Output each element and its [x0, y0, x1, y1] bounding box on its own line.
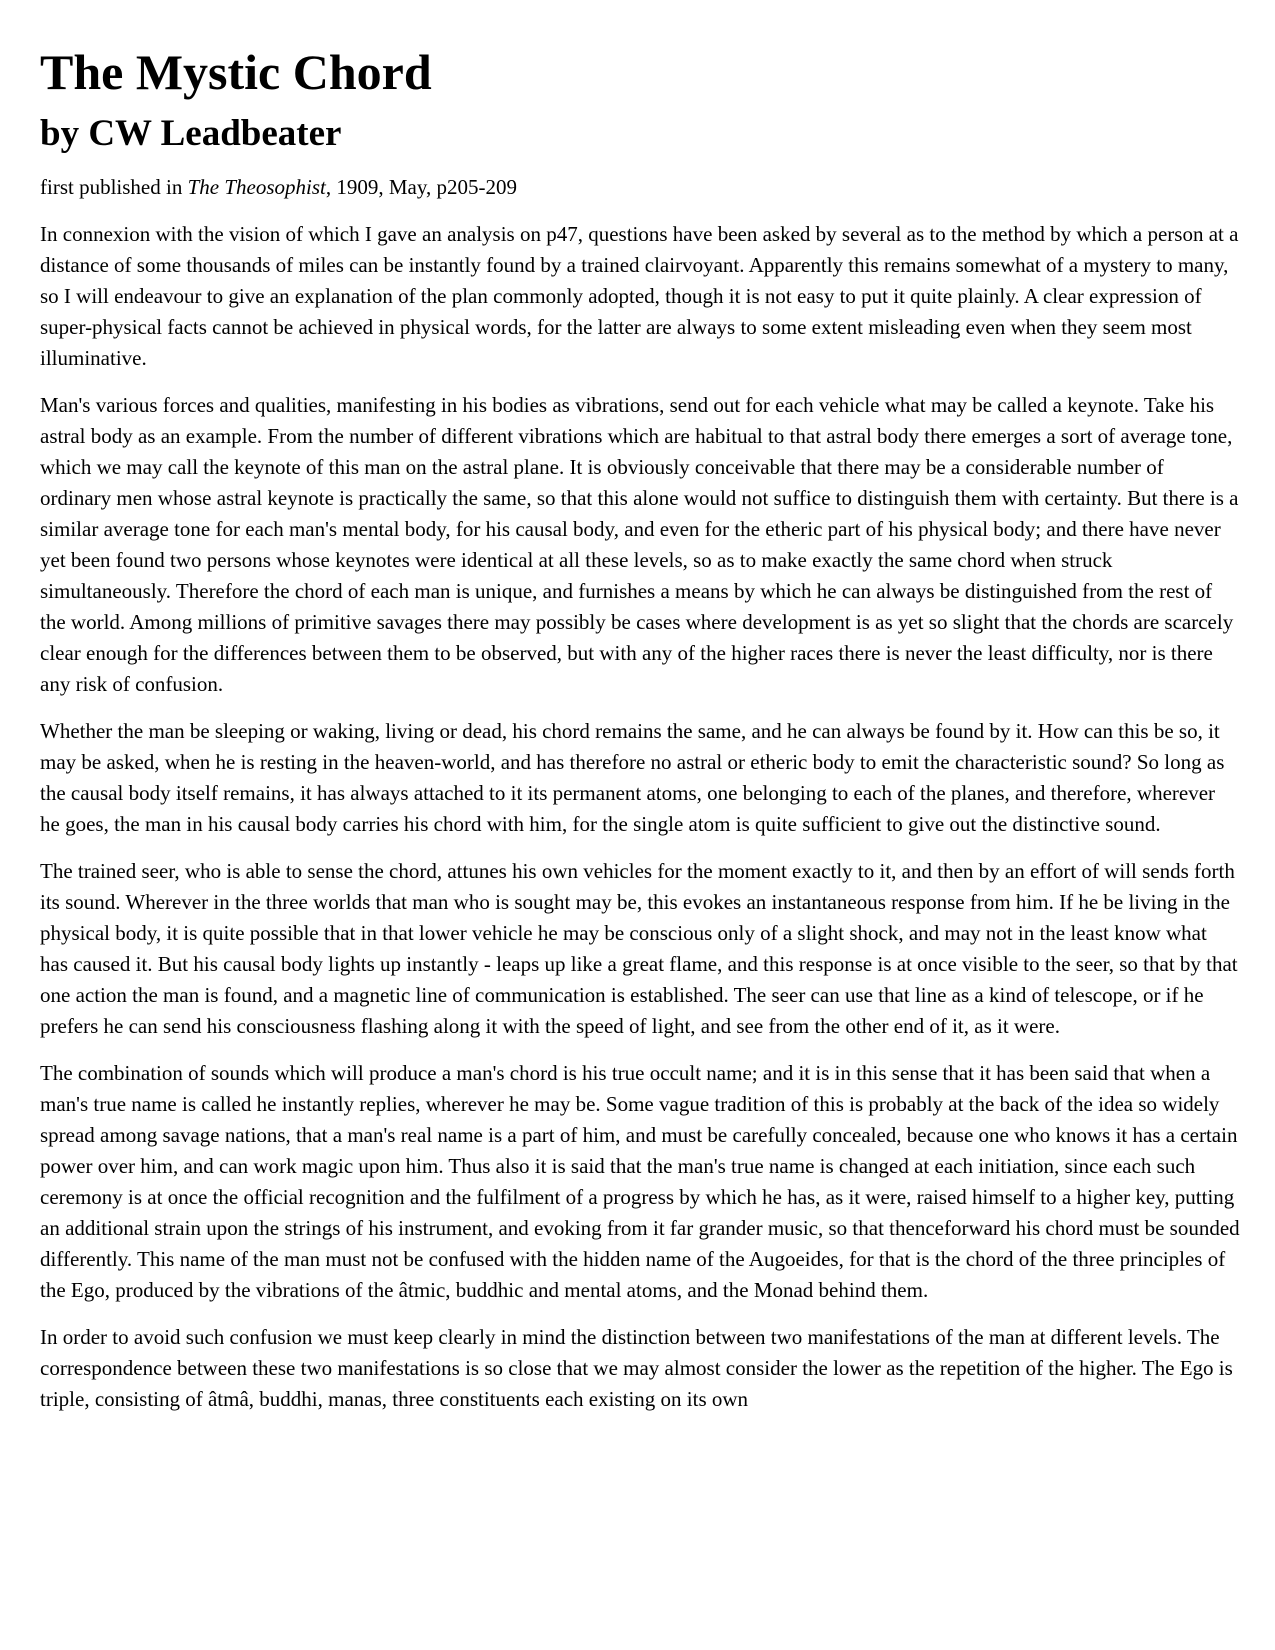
paragraph: The trained seer, who is able to sense the chord, attunes his own vehicles for the moment exactly to it, and then by an effort of will sends forth its sound. Wherever in the three worlds that man who is sought may be, this evokes an instantaneous response from him. If he be living in the physical body, it is quite possible that in that lower vehicle he may be conscious only of a slight shock, and may not in the least know what has caused it. But his causal body lights up instantly - leaps up like a great flame, and this response is at once visible to the seer, so that by that one action the man is found, and a magnetic line of communication is established. The seer can use that line as a kind of telescope, or if he prefers he can send his consciousness flashing along it with the speed of light, and see from the other end of it, as it were.	[40, 859, 1238, 1038]
document-page	[40, 30, 1240, 1431]
publication-prefix: first published in	[40, 175, 188, 199]
publication-info	[40, 172, 1240, 203]
paragraph: Whether the man be sleeping or waking, living or dead, his chord remains the same, and he can always be found by it. How can this be so, it may be asked, when he is resting in the heaven-world, and has therefore no astral or etheric body to emit the characteristic sound? So long as the causal body itself remains, it has always attached to it its permanent atoms, one belonging to each of the planes, and therefore, wherever he goes, the man in his causal body carries his chord with him, for the single atom is quite sufficient to give out the distinctive sound.	[40, 719, 1225, 836]
journal-name: The Theosophist	[187, 175, 326, 199]
paragraph: The combination of sounds which will produce a man's chord is his true occult name; and it is in this sense that it has been said that when a man's true name is called he instantly replies, wherever he may be. Some vague tradition of this is probably at the back of the idea so widely spread among savage nations, that a man's real name is a part of him, and must be carefully concealed, because one who knows it has a certain power over him, and can work magic upon him. Thus also it is said that the man's true name is changed at each initiation, since each such ceremony is at once the official recognition and the fulfilment of a progress by which he has, as it were, raised himself to a higher key, putting an additional strain upon the strings of his instrument, and evoking from it far grander music, so that thenceforward his chord must be sounded differently. This name of the man must not be confused with the hidden name of the Augoeides, for that is the chord of the three principles of the Ego, produced by the vibrations of the âtmic, buddhic and mental atoms, and the Monad behind them.	[40, 1061, 1240, 1302]
document-title: The Mystic Chord	[40, 44, 432, 100]
paragraph: In connexion with the vision of which I gave an analysis on p47, questions have been asked by several as to the method by which a person at a distance of some thousands of miles can be instantly found by a trained clairvoyant. Apparently this remains somewhat of a mystery to many, so I will endeavour to give an explanation of the plan commonly adopted, though it is not easy to put it quite plainly. A clear expression of super-physical facts cannot be achieved in physical words, for the latter are always to some extent misleading even when they seem most illuminative.	[40, 222, 1239, 370]
paragraph: Man's various forces and qualities, manifesting in his bodies as vibrations, send out for each vehicle what may be called a keynote. Take his astral body as an example. From the number of different vibrations which are habitual to that astral body there emerges a sort of average tone, which we may call the keynote of this man on the astral plane. It is obviously conceivable that there may be a considerable number of ordinary men whose astral keynote is practically the same, so that this alone would not suffice to distinguish them with certainty. But there is a similar average tone for each man's mental body, for his causal body, and even for the etheric part of his physical body; and there have never yet been found two persons whose keynotes were identical at all these levels, so as to make exactly the same chord when struck simultaneously. Therefore the chord of each man is unique, and furnishes a means by which he can always be distinguished from the rest of the world. Among millions of primitive savages there may possibly be cases where development is as yet so slight that the chords are scarcely clear enough for the differences between them to be observed, but with any of the higher races there is never the least difficulty, nor is there any risk of confusion.	[40, 393, 1239, 696]
paragraph: In order to avoid such confusion we must keep clearly in mind the distinction between two manifestations of the man at different levels. The correspondence between these two manifestations is so close that we may almost consider the lower as the repetition of the higher. The Ego is triple, consisting of âtmâ, buddhi, manas, three constituents each existing on its own	[40, 1325, 1233, 1411]
publication-suffix: , 1909, May, p205-209	[325, 175, 517, 199]
author-line: by CW Leadbeater	[40, 113, 342, 154]
